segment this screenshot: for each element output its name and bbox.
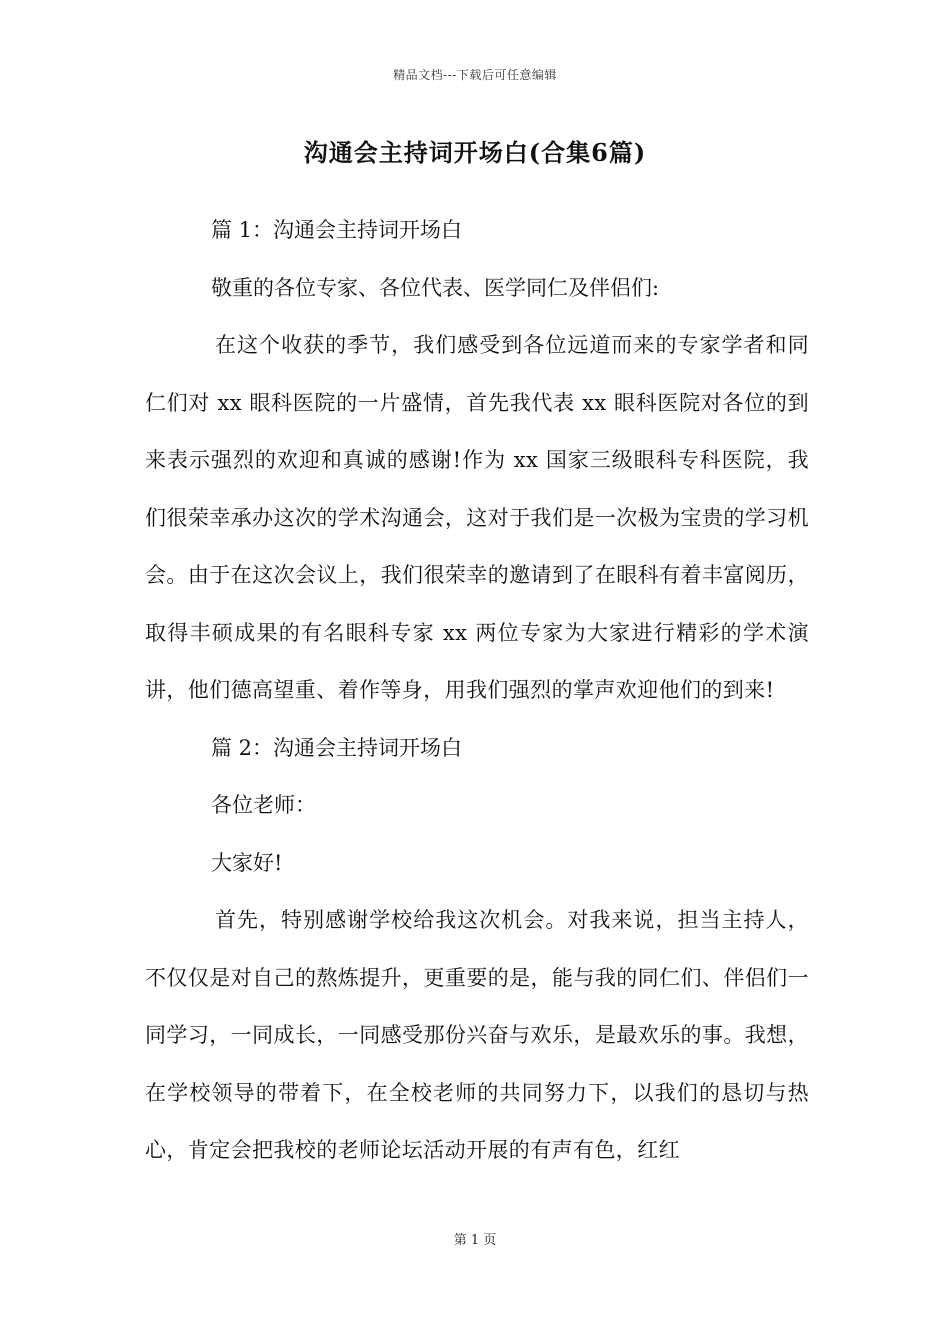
document-title: 沟通会主持词开场白(合集6篇) (303, 138, 647, 167)
section-2-heading: 篇 2：沟通会主持词开场白 (211, 735, 463, 760)
page-number: 第 1 页 (453, 1233, 497, 1248)
section-1-paragraph: 在这个收获的季节，我们感受到各位远道而来的专家学者和同仁们对 xx 眼科医院的一片盛情，首先我代表 xx 眼科医院对各位的到来表示强烈的欢迎和真诚的感谢!作为 xx 国家三级眼科专科医院，我们很荣幸承办这次的学术沟通会，这对于我们是一次极为宝贵的学习机会。由于在这次会议上，我们很荣幸的邀请到了在眼科有着丰富阅历，取得丰硕成果的有名眼科专家 xx 两位专家为大家进行精彩的学术演讲，他们德高望重、着作等身，用我们强烈的掌声欢迎他们的到来! (145, 333, 809, 702)
page-header-note: 精品文档---下载后可任意编辑 (393, 68, 557, 82)
section-2-greeting: 大家好! (211, 850, 283, 875)
section-1-salutation: 敬重的各位专家、各位代表、医学同仁及伴侣们: (211, 275, 660, 300)
section-2-salutation: 各位老师： (211, 793, 316, 817)
section-1-heading: 篇 1：沟通会主持词开场白 (211, 218, 463, 242)
document-body (145, 202, 809, 1180)
section-2-paragraph: 首先，特别感谢学校给我这次机会。对我来说，担当主持人，不仅仅是对自己的熬炼提升，更重要的是，能与我的同仁们、伴侣们一同学习，一同成长，一同感受那份兴奋与欢乐，是最欢乐的事。我想，在学校领导的带着下，在全校老师的共同努力下，以我们的恳切与热心，肯定会把我校的老师论坛活动开展的有声有色，红红 (145, 908, 809, 1162)
